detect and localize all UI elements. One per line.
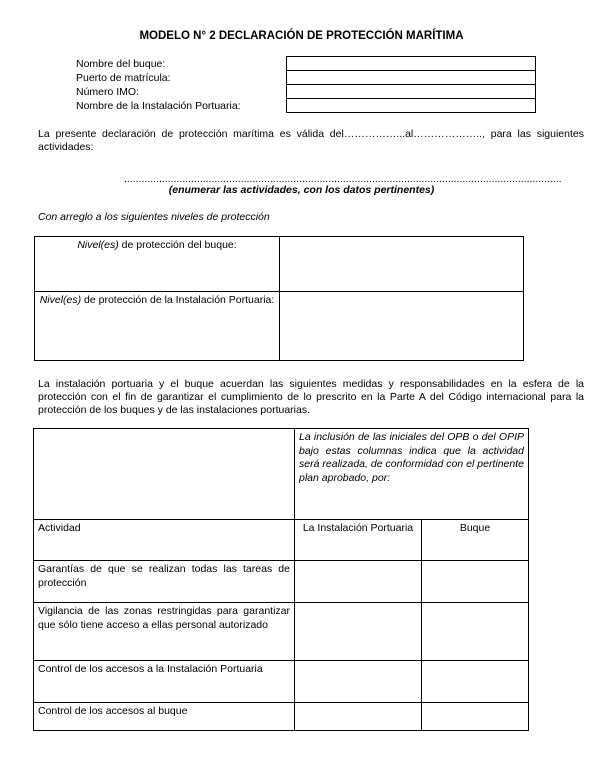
port-level-field[interactable]: [280, 292, 524, 361]
activities-dotted-line: ......................................................................................................................................................: [124, 173, 562, 185]
activity-cell: Control de los accesos al buque: [34, 703, 295, 731]
port-facility-name-label: Nombre de la Instalación Portuaria:: [76, 100, 241, 112]
ship-level-label: Nivel(es) de protección del buque:: [35, 237, 280, 292]
ship-initials-cell[interactable]: [422, 603, 529, 661]
activity-column-header: Actividad: [34, 520, 295, 561]
port-column-header: La Instalación Portuaria: [295, 520, 422, 561]
ship-initials-cell[interactable]: [422, 561, 529, 603]
port-facility-name-field[interactable]: [287, 99, 535, 113]
responsibilities-table: [33, 428, 529, 731]
ship-level-field[interactable]: [280, 237, 524, 292]
port-initials-cell[interactable]: [295, 561, 422, 603]
ship-initials-cell[interactable]: [422, 703, 529, 731]
activity-cell: Garantías de que se realizan todas las tareas de protección: [34, 561, 295, 603]
table-row: [34, 661, 529, 703]
port-initials-cell[interactable]: [295, 703, 422, 731]
blank-header-cell: [34, 429, 295, 520]
document-title: MODELO N° 2 DECLARACIÓN DE PROTECCIÓN MARÍTIMA: [139, 30, 464, 42]
activity-cell: Vigilancia de las zonas restringidas para garantizar que sólo tiene acceso a ellas personal autorizado: [34, 603, 295, 661]
registry-port-label: Puerto de matrícula:: [76, 72, 171, 84]
port-initials-cell[interactable]: [295, 661, 422, 703]
port-level-label: Nivel(es) de protección de la Instalación Portuaria:: [35, 292, 280, 361]
imo-number-label: Número IMO:: [76, 86, 140, 98]
activity-cell: Control de los accesos a la Instalación Portuaria: [34, 661, 295, 703]
ship-field-labels: [76, 57, 241, 113]
table-row: [34, 561, 529, 603]
validity-paragraph: La presente declaración de protección marítima es válida del……………...al……………….., para las siguientes actividades:: [38, 128, 584, 154]
table-row: [34, 603, 529, 661]
agreement-paragraph: La instalación portuaria y el buque acuerdan las siguientes medidas y responsabilidades en la esfera de la protección con el fin de garantizar el cumplimiento de lo prescrito en la Parte A del Código internacional para la protección de los buques y de las instalaciones portuarias.: [38, 378, 584, 417]
port-initials-cell[interactable]: [295, 603, 422, 661]
protection-levels-table: [34, 236, 524, 361]
port-level-row: [35, 292, 524, 361]
activities-caption: (enumerar las actividades, con los datos pertinentes): [168, 184, 435, 196]
ship-name-field[interactable]: [287, 57, 535, 71]
ship-column-header: Buque: [422, 520, 529, 561]
header-note-row: [34, 429, 529, 520]
ship-name-label: Nombre del buque:: [76, 58, 166, 70]
levels-intro: Con arreglo a los siguientes niveles de protección: [38, 211, 270, 223]
ship-level-row: [35, 237, 524, 292]
registry-port-field[interactable]: [287, 71, 535, 85]
imo-number-field[interactable]: [287, 85, 535, 99]
ship-initials-cell[interactable]: [422, 661, 529, 703]
table-row: [34, 703, 529, 731]
ship-field-boxes: [286, 56, 536, 113]
column-header-row: [34, 520, 529, 561]
initials-note: La inclusión de las iniciales del OPB o del OPIP bajo estas columnas indica que la actividad será realizada, de conformidad con el pertinente plan aprobado, por:: [295, 429, 529, 520]
